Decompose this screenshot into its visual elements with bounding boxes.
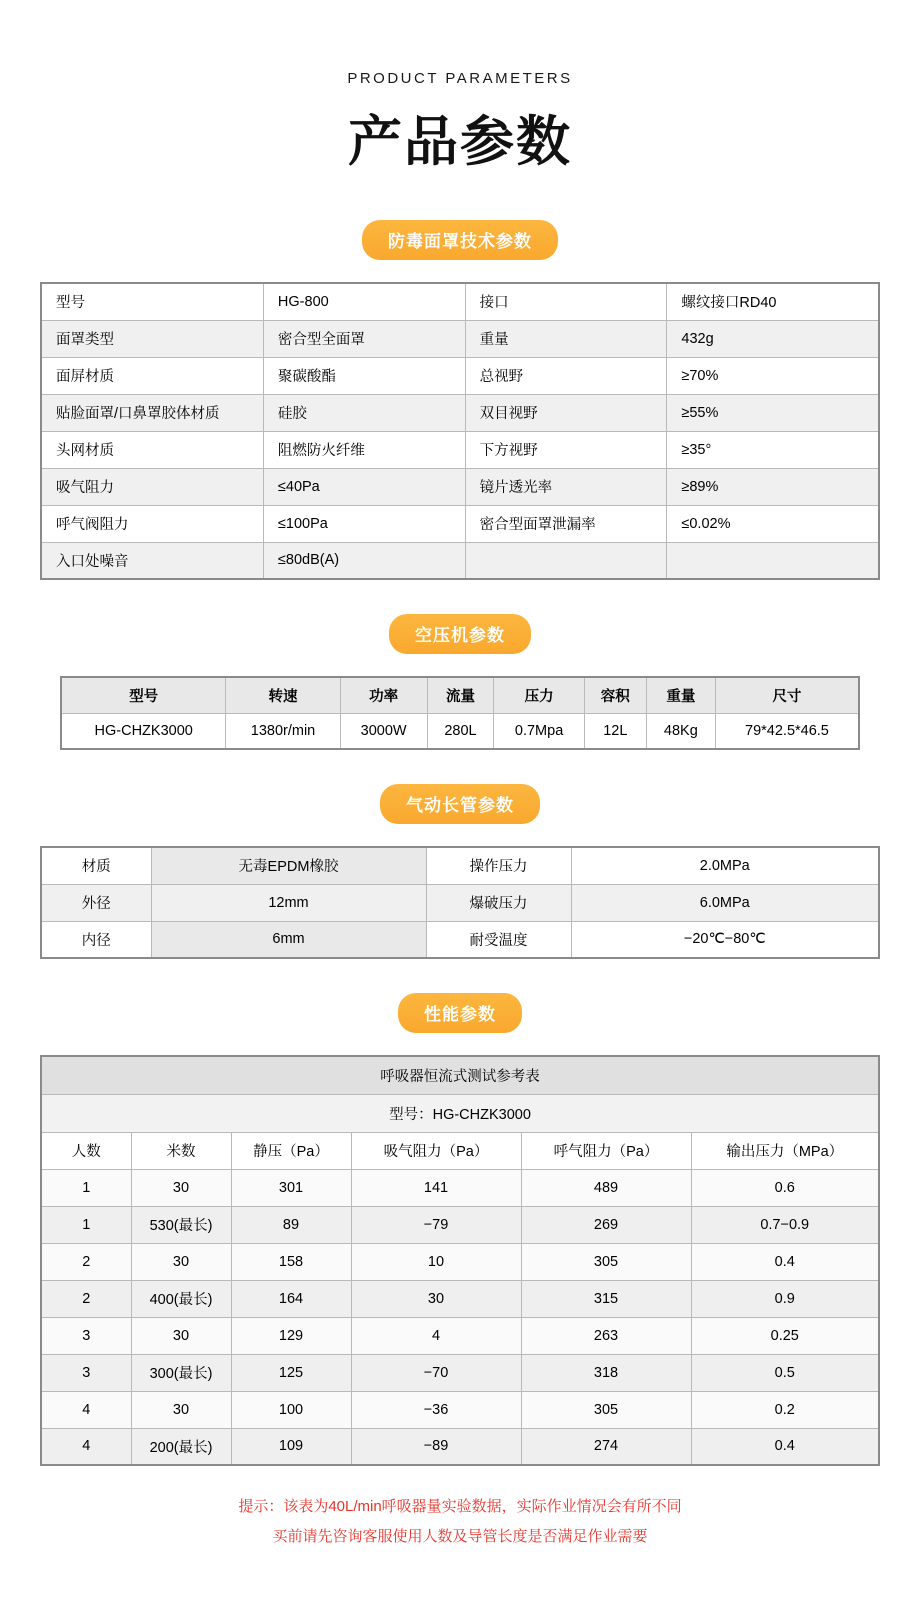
cell-value: ≤100Pa	[263, 505, 465, 542]
cell-value: −70	[351, 1354, 521, 1391]
cell-label: 面屏材质	[41, 357, 263, 394]
cell-value: 263	[521, 1317, 691, 1354]
cell-value: 3000W	[340, 713, 427, 749]
cell-value: 阻燃防火纤维	[263, 431, 465, 468]
section-heading-hose	[0, 784, 920, 824]
footer-notes	[0, 1492, 920, 1578]
column-header: 压力	[494, 677, 585, 713]
table-row	[41, 1243, 879, 1280]
cell-label: 总视野	[465, 357, 667, 394]
cell-value: 3	[41, 1317, 131, 1354]
table-caption: 呼吸器恒流式测试参考表	[41, 1056, 879, 1094]
cell-value: 0.5	[691, 1354, 879, 1391]
cell-label: 爆破压力	[426, 884, 571, 921]
cell-value: 10	[351, 1243, 521, 1280]
cell-value: 305	[521, 1391, 691, 1428]
cell-value: −79	[351, 1206, 521, 1243]
cell-value: 2	[41, 1243, 131, 1280]
section-pill-performance: 性能参数	[398, 993, 522, 1033]
cell-value: 274	[521, 1428, 691, 1465]
cell-value: 125	[231, 1354, 351, 1391]
cell-value: 1	[41, 1206, 131, 1243]
table-row	[41, 505, 879, 542]
table-row	[41, 1206, 879, 1243]
cell-label: 镜片透光率	[465, 468, 667, 505]
cell-value: ≤80dB(A)	[263, 542, 465, 579]
cell-value: 0.4	[691, 1428, 879, 1465]
cell-value: HG-800	[263, 283, 465, 320]
table-row	[41, 1317, 879, 1354]
table-header-row	[61, 677, 859, 713]
cell-label: 头网材质	[41, 431, 263, 468]
mask-parameters-table	[40, 282, 880, 580]
table-row	[41, 320, 879, 357]
section-pill-hose: 气动长管参数	[380, 784, 540, 824]
cell-value: 0.7−0.9	[691, 1206, 879, 1243]
table-row	[41, 1280, 879, 1317]
table-row	[41, 542, 879, 579]
section-pill-compressor: 空压机参数	[389, 614, 531, 654]
cell-value: 269	[521, 1206, 691, 1243]
table-row	[41, 847, 879, 884]
table-header-row	[41, 1132, 879, 1169]
cell-value: 109	[231, 1428, 351, 1465]
cell-value: ≥35°	[667, 431, 879, 468]
cell-label: 吸气阻力	[41, 468, 263, 505]
table-row	[41, 357, 879, 394]
cell-value: 301	[231, 1169, 351, 1206]
cell-value: 200(最长)	[131, 1428, 231, 1465]
section-pill-mask: 防毒面罩技术参数	[362, 220, 558, 260]
cell-value: 1	[41, 1169, 131, 1206]
cell-label: 密合型面罩泄漏率	[465, 505, 667, 542]
cell-value: −20℃−80℃	[571, 921, 879, 958]
section-heading-mask	[0, 220, 920, 260]
cell-value: 100	[231, 1391, 351, 1428]
table-row	[41, 1169, 879, 1206]
column-header: 重量	[646, 677, 715, 713]
note-line-2: 买前请先咨询客服使用人数及导管长度是否满足作业需要	[272, 1528, 648, 1545]
cell-value: 密合型全面罩	[263, 320, 465, 357]
cell-value: −36	[351, 1391, 521, 1428]
performance-parameters-table	[40, 1055, 880, 1466]
column-header: 流量	[427, 677, 494, 713]
cell-value: 4	[351, 1317, 521, 1354]
cell-value: 30	[131, 1391, 231, 1428]
column-header: 型号	[61, 677, 226, 713]
cell-value: ≤40Pa	[263, 468, 465, 505]
table-row	[41, 921, 879, 958]
cell-label	[465, 542, 667, 579]
table-model-row	[41, 1094, 879, 1132]
page-kicker: PRODUCT PARAMETERS	[347, 70, 573, 87]
section-heading-performance	[0, 993, 920, 1033]
cell-value: ≤0.02%	[667, 505, 879, 542]
cell-value: 4	[41, 1391, 131, 1428]
table-row	[41, 431, 879, 468]
cell-value: 0.25	[691, 1317, 879, 1354]
cell-label: 呼气阀阻力	[41, 505, 263, 542]
cell-label: 接口	[465, 283, 667, 320]
column-header: 转速	[226, 677, 340, 713]
cell-value: 4	[41, 1428, 131, 1465]
cell-value: HG-CHZK3000	[61, 713, 226, 749]
cell-value: 129	[231, 1317, 351, 1354]
table-row	[41, 1428, 879, 1465]
cell-label: 外径	[41, 884, 151, 921]
cell-value: 无毒EPDM橡胶	[151, 847, 426, 884]
cell-value: 3	[41, 1354, 131, 1391]
table-row	[41, 394, 879, 431]
cell-value: 432g	[667, 320, 879, 357]
cell-label: 重量	[465, 320, 667, 357]
cell-value: 0.6	[691, 1169, 879, 1206]
cell-value: 30	[131, 1243, 231, 1280]
cell-value: 12mm	[151, 884, 426, 921]
column-header: 呼气阻力（Pa）	[521, 1132, 691, 1169]
column-header: 功率	[340, 677, 427, 713]
cell-value: 89	[231, 1206, 351, 1243]
cell-value: 79*42.5*46.5	[715, 713, 859, 749]
cell-value: 30	[131, 1169, 231, 1206]
table-row	[41, 1354, 879, 1391]
cell-value: 0.4	[691, 1243, 879, 1280]
column-header: 人数	[41, 1132, 131, 1169]
cell-value: 141	[351, 1169, 521, 1206]
note-line-1: 提示：该表为40L/min呼吸器量实验数据，实际作业情况会有所不同	[238, 1498, 682, 1515]
cell-value: 0.9	[691, 1280, 879, 1317]
cell-value: 硅胶	[263, 394, 465, 431]
cell-label: 贴脸面罩/口鼻罩胶体材质	[41, 394, 263, 431]
cell-value: 48Kg	[646, 713, 715, 749]
column-header: 米数	[131, 1132, 231, 1169]
cell-value: −89	[351, 1428, 521, 1465]
cell-label: 材质	[41, 847, 151, 884]
cell-value: 0.7Mpa	[494, 713, 585, 749]
cell-value: 1380r/min	[226, 713, 340, 749]
cell-value: 聚碳酸酯	[263, 357, 465, 394]
cell-value: 280L	[427, 713, 494, 749]
cell-value: ≥55%	[667, 394, 879, 431]
cell-value: 2.0MPa	[571, 847, 879, 884]
cell-value: 315	[521, 1280, 691, 1317]
compressor-parameters-table	[60, 676, 860, 750]
cell-value: ≥70%	[667, 357, 879, 394]
cell-label: 入口处噪音	[41, 542, 263, 579]
table-row	[41, 1391, 879, 1428]
cell-value: 400(最长)	[131, 1280, 231, 1317]
table-row	[41, 468, 879, 505]
table-row	[61, 713, 859, 749]
cell-value: 6.0MPa	[571, 884, 879, 921]
cell-value: 30	[131, 1317, 231, 1354]
column-header: 尺寸	[715, 677, 859, 713]
cell-label: 型号	[41, 283, 263, 320]
cell-value: 300(最长)	[131, 1354, 231, 1391]
cell-label: 操作压力	[426, 847, 571, 884]
cell-value: 0.2	[691, 1391, 879, 1428]
cell-value	[667, 542, 879, 579]
cell-value: 158	[231, 1243, 351, 1280]
column-header: 输出压力（MPa）	[691, 1132, 879, 1169]
cell-value: ≥89%	[667, 468, 879, 505]
cell-value: 12L	[584, 713, 646, 749]
cell-label: 下方视野	[465, 431, 667, 468]
table-row	[41, 283, 879, 320]
cell-value: 164	[231, 1280, 351, 1317]
cell-label: 耐受温度	[426, 921, 571, 958]
cell-label: 内径	[41, 921, 151, 958]
cell-value: 2	[41, 1280, 131, 1317]
cell-value: 30	[351, 1280, 521, 1317]
table-row	[41, 884, 879, 921]
cell-value: 530(最长)	[131, 1206, 231, 1243]
cell-value: 489	[521, 1169, 691, 1206]
column-header: 吸气阻力（Pa）	[351, 1132, 521, 1169]
table-model-line: 型号：HG-CHZK3000	[41, 1094, 879, 1132]
column-header: 静压（Pa）	[231, 1132, 351, 1169]
cell-label: 双目视野	[465, 394, 667, 431]
cell-value: 6mm	[151, 921, 426, 958]
cell-value: 305	[521, 1243, 691, 1280]
section-heading-compressor	[0, 614, 920, 654]
cell-value: 318	[521, 1354, 691, 1391]
page-title: 产品参数	[348, 112, 572, 172]
cell-label: 面罩类型	[41, 320, 263, 357]
cell-value: 螺纹接口RD40	[667, 283, 879, 320]
hose-parameters-table	[40, 846, 880, 959]
column-header: 容积	[584, 677, 646, 713]
table-caption-row	[41, 1056, 879, 1094]
